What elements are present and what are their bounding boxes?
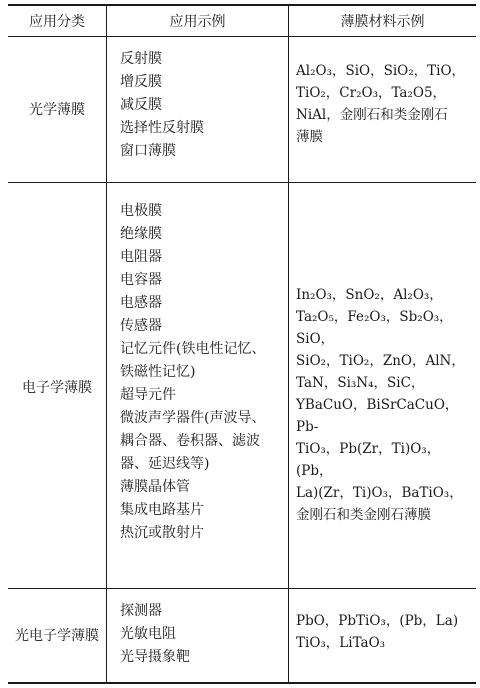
list-item: 光敏电阻 [120, 626, 176, 642]
list-item: 电感器 [120, 295, 162, 311]
list-item: 电容器 [120, 272, 162, 288]
list-item: 器、延迟线等) [120, 456, 210, 472]
list-item: 增反膜 [120, 74, 162, 90]
list-item: 集成电路基片 [120, 502, 204, 518]
list-item: 热沉或散射片 [120, 525, 204, 541]
list-item: 减反膜 [120, 97, 162, 113]
list-item: 光导摄象靶 [120, 649, 190, 665]
table-row-materials: In₂O₃，SnO₂，Al₂O₃， Ta₂O₅，Fe₂O₃，Sb₂O₃，SiO， SiO₂，TiO₂，ZnO，AlN， TaN，Si₃N₄，SiC， YBaCuO，BiSrCaCuO，Pb- TiO₃，Pb(Zr，Ti)O₃，(Pb， La)(Zr，Ti)O₃，BaTiO₃， 金刚石和类金刚石薄膜 [296, 287, 465, 523]
list-item: 电极膜 [120, 203, 162, 219]
row-rule [8, 182, 476, 183]
list-item: 超导元件 [120, 387, 176, 403]
table-row-category: 光学薄膜 [29, 102, 85, 118]
table-top-rule [8, 4, 476, 6]
header-category: 应用分类 [29, 14, 85, 30]
row-rule [8, 588, 476, 589]
list-item: 探测器 [120, 603, 162, 619]
table-row-examples [120, 200, 265, 545]
header-rule [8, 36, 476, 37]
list-item: 反射膜 [120, 51, 162, 67]
table-row-materials: Al₂O₃，SiO，SiO₂，TiO， TiO₂，Cr₂O₃，Ta₂O5， NiAl，金刚石和类金刚石 薄膜 [296, 63, 466, 145]
list-item: 窗口薄膜 [120, 143, 176, 159]
table-row-category: 电子学薄膜 [22, 380, 92, 396]
header-materials: 薄膜材料示例 [340, 14, 425, 30]
list-item: 绝缘膜 [120, 226, 162, 242]
table-row-examples [120, 48, 204, 163]
list-item: 薄膜晶体管 [120, 479, 190, 495]
list-item: 选择性反射膜 [120, 120, 204, 136]
materials-table [8, 4, 476, 684]
table-row-category: 光电子学薄膜 [15, 628, 99, 644]
table-row-materials: PbO，PbTiO₃，(Pb，La) TiO₃，LiTaO₃ [296, 613, 459, 651]
column-rule [106, 4, 107, 684]
table-bottom-rule [8, 682, 476, 684]
list-item: 耦合器、卷积器、滤波 [120, 433, 260, 449]
table-row-examples [120, 600, 190, 669]
list-item: 传感器 [120, 318, 162, 334]
header-examples: 应用示例 [169, 14, 226, 30]
list-item: 微波声学器件(声波导、 [120, 410, 266, 426]
list-item: 记忆元件(铁电性记忆、 [120, 341, 266, 357]
list-item: 电阻器 [120, 249, 162, 265]
list-item: 铁磁性记忆) [120, 364, 196, 380]
column-rule [288, 4, 289, 684]
